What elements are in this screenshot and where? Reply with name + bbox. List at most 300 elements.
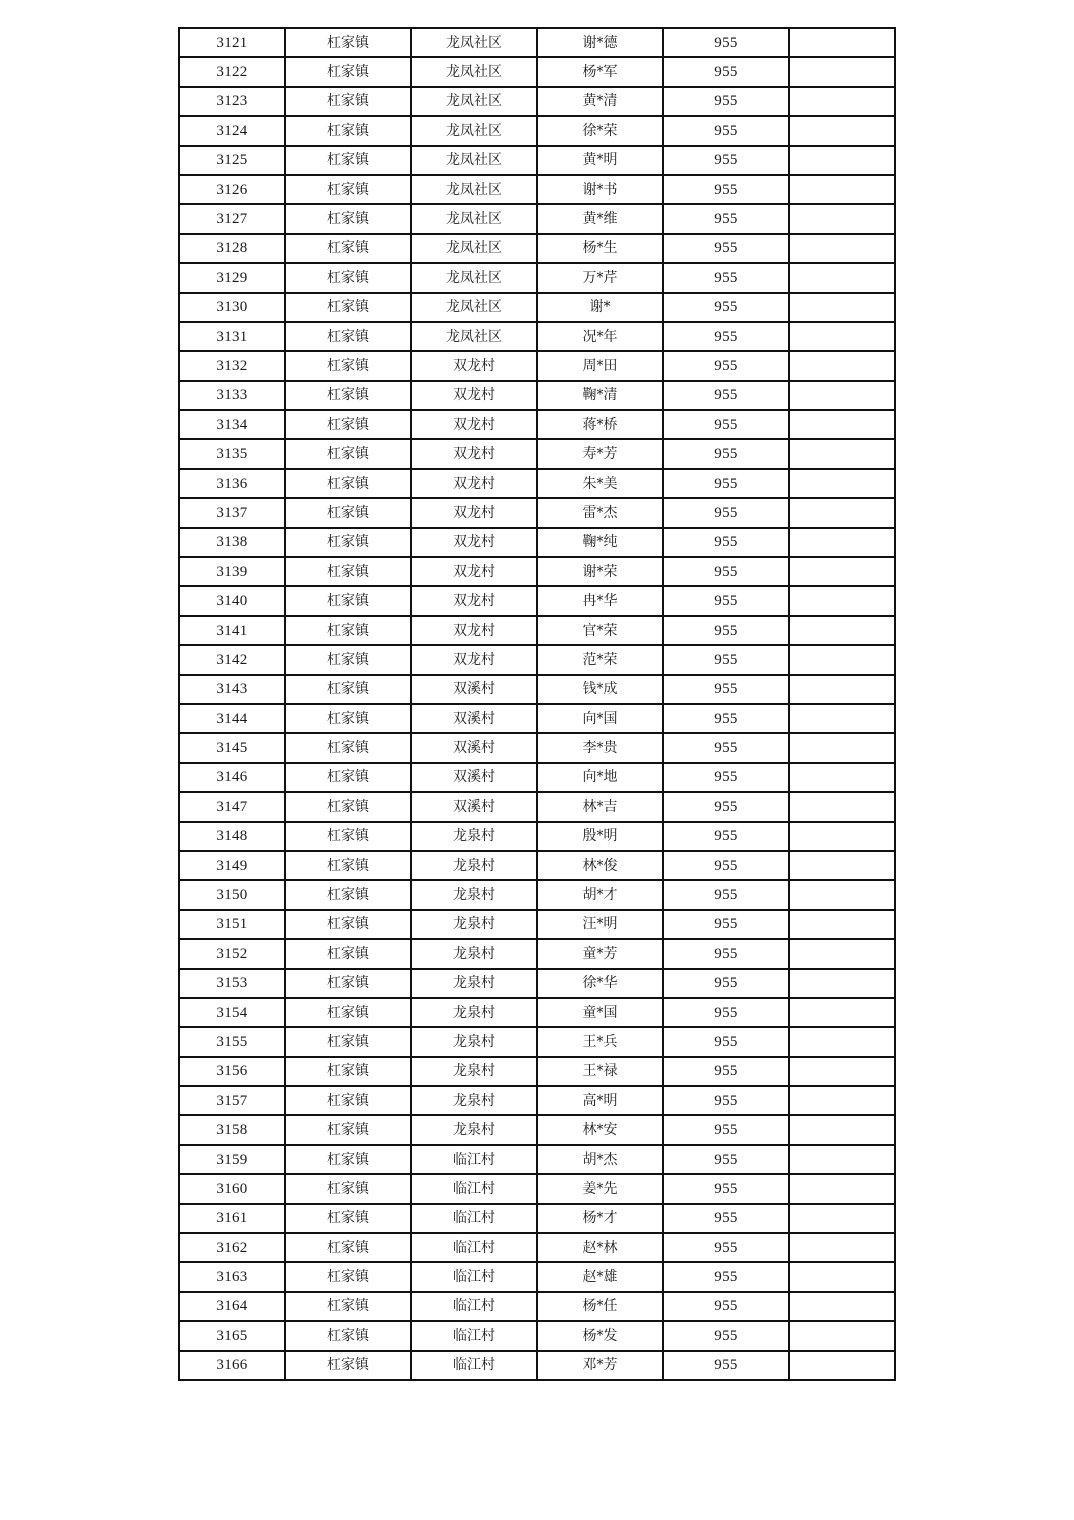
amount-cell: 955	[663, 763, 789, 792]
village-cell: 双溪村	[411, 792, 537, 821]
row-number-cell: 3131	[179, 322, 285, 351]
village-cell: 双龙村	[411, 351, 537, 380]
town-cell: 杠家镇	[285, 351, 411, 380]
table-row	[179, 822, 895, 851]
village-cell: 龙泉村	[411, 969, 537, 998]
village-cell: 龙凤社区	[411, 116, 537, 145]
row-number-cell: 3164	[179, 1292, 285, 1321]
table-row	[179, 851, 895, 880]
table-row	[179, 1057, 895, 1086]
village-cell: 双龙村	[411, 645, 537, 674]
name-cell: 周*田	[537, 351, 663, 380]
table-row	[179, 910, 895, 939]
name-cell: 徐*华	[537, 969, 663, 998]
row-number-cell: 3127	[179, 204, 285, 233]
town-cell: 杠家镇	[285, 969, 411, 998]
note-cell	[789, 1292, 895, 1321]
row-number-cell: 3138	[179, 528, 285, 557]
note-cell	[789, 616, 895, 645]
table-row	[179, 410, 895, 439]
amount-cell: 955	[663, 469, 789, 498]
amount-cell: 955	[663, 1262, 789, 1291]
note-cell	[789, 1115, 895, 1144]
name-cell: 况*年	[537, 322, 663, 351]
note-cell	[789, 1262, 895, 1291]
table-row	[179, 645, 895, 674]
note-cell	[789, 469, 895, 498]
town-cell: 杠家镇	[285, 763, 411, 792]
row-number-cell: 3149	[179, 851, 285, 880]
table-row	[179, 998, 895, 1027]
name-cell: 邓*芳	[537, 1351, 663, 1380]
note-cell	[789, 704, 895, 733]
village-cell: 龙凤社区	[411, 175, 537, 204]
town-cell: 杠家镇	[285, 87, 411, 116]
town-cell: 杠家镇	[285, 1174, 411, 1203]
town-cell: 杠家镇	[285, 1086, 411, 1115]
note-cell	[789, 645, 895, 674]
amount-cell: 955	[663, 351, 789, 380]
town-cell: 杠家镇	[285, 616, 411, 645]
name-cell: 寿*芳	[537, 439, 663, 468]
town-cell: 杠家镇	[285, 1292, 411, 1321]
table-row	[179, 1292, 895, 1321]
row-number-cell: 3145	[179, 733, 285, 762]
amount-cell: 955	[663, 675, 789, 704]
amount-cell: 955	[663, 1145, 789, 1174]
amount-cell: 955	[663, 146, 789, 175]
amount-cell: 955	[663, 322, 789, 351]
note-cell	[789, 1204, 895, 1233]
table-row	[179, 1145, 895, 1174]
name-cell: 赵*雄	[537, 1262, 663, 1291]
row-number-cell: 3160	[179, 1174, 285, 1203]
table-row	[179, 733, 895, 762]
town-cell: 杠家镇	[285, 498, 411, 527]
amount-cell: 955	[663, 87, 789, 116]
town-cell: 杠家镇	[285, 528, 411, 557]
note-cell	[789, 1233, 895, 1262]
note-cell	[789, 939, 895, 968]
row-number-cell: 3154	[179, 998, 285, 1027]
note-cell	[789, 763, 895, 792]
name-cell: 黄*维	[537, 204, 663, 233]
name-cell: 王*兵	[537, 1027, 663, 1056]
row-number-cell: 3155	[179, 1027, 285, 1056]
name-cell: 冉*华	[537, 586, 663, 615]
amount-cell: 955	[663, 1292, 789, 1321]
village-cell: 龙凤社区	[411, 28, 537, 57]
name-cell: 谢*德	[537, 28, 663, 57]
table-row	[179, 939, 895, 968]
town-cell: 杠家镇	[285, 675, 411, 704]
village-cell: 临江村	[411, 1292, 537, 1321]
row-number-cell: 3158	[179, 1115, 285, 1144]
town-cell: 杠家镇	[285, 704, 411, 733]
table-row	[179, 293, 895, 322]
amount-cell: 955	[663, 175, 789, 204]
table-row	[179, 381, 895, 410]
roster-table	[178, 27, 896, 1381]
village-cell: 龙泉村	[411, 1027, 537, 1056]
town-cell: 杠家镇	[285, 1204, 411, 1233]
name-cell: 谢*	[537, 293, 663, 322]
name-cell: 童*国	[537, 998, 663, 1027]
village-cell: 双溪村	[411, 733, 537, 762]
village-cell: 双龙村	[411, 616, 537, 645]
village-cell: 双龙村	[411, 528, 537, 557]
row-number-cell: 3148	[179, 822, 285, 851]
town-cell: 杠家镇	[285, 1057, 411, 1086]
row-number-cell: 3151	[179, 910, 285, 939]
village-cell: 双溪村	[411, 763, 537, 792]
table-row	[179, 528, 895, 557]
amount-cell: 955	[663, 498, 789, 527]
row-number-cell: 3152	[179, 939, 285, 968]
table-row	[179, 586, 895, 615]
note-cell	[789, 1321, 895, 1350]
name-cell: 鞠*纯	[537, 528, 663, 557]
amount-cell: 955	[663, 116, 789, 145]
name-cell: 殷*明	[537, 822, 663, 851]
amount-cell: 955	[663, 57, 789, 86]
town-cell: 杠家镇	[285, 234, 411, 263]
town-cell: 杠家镇	[285, 410, 411, 439]
row-number-cell: 3137	[179, 498, 285, 527]
name-cell: 汪*明	[537, 910, 663, 939]
town-cell: 杠家镇	[285, 939, 411, 968]
village-cell: 龙泉村	[411, 1057, 537, 1086]
name-cell: 蒋*桥	[537, 410, 663, 439]
village-cell: 双龙村	[411, 557, 537, 586]
village-cell: 龙凤社区	[411, 293, 537, 322]
note-cell	[789, 910, 895, 939]
town-cell: 杠家镇	[285, 557, 411, 586]
table-row	[179, 704, 895, 733]
row-number-cell: 3128	[179, 234, 285, 263]
note-cell	[789, 792, 895, 821]
village-cell: 龙泉村	[411, 880, 537, 909]
note-cell	[789, 381, 895, 410]
note-cell	[789, 293, 895, 322]
amount-cell: 955	[663, 1027, 789, 1056]
village-cell: 龙凤社区	[411, 57, 537, 86]
note-cell	[789, 146, 895, 175]
table-row	[179, 1086, 895, 1115]
table-row	[179, 263, 895, 292]
table-row	[179, 57, 895, 86]
note-cell	[789, 586, 895, 615]
row-number-cell: 3166	[179, 1351, 285, 1380]
name-cell: 万*芹	[537, 263, 663, 292]
town-cell: 杠家镇	[285, 851, 411, 880]
row-number-cell: 3163	[179, 1262, 285, 1291]
town-cell: 杠家镇	[285, 910, 411, 939]
note-cell	[789, 116, 895, 145]
table-row	[179, 616, 895, 645]
table-row	[179, 675, 895, 704]
name-cell: 高*明	[537, 1086, 663, 1115]
town-cell: 杠家镇	[285, 586, 411, 615]
village-cell: 临江村	[411, 1145, 537, 1174]
row-number-cell: 3126	[179, 175, 285, 204]
village-cell: 双龙村	[411, 439, 537, 468]
table-row	[179, 234, 895, 263]
amount-cell: 955	[663, 792, 789, 821]
town-cell: 杠家镇	[285, 880, 411, 909]
table-row	[179, 792, 895, 821]
village-cell: 龙凤社区	[411, 263, 537, 292]
town-cell: 杠家镇	[285, 57, 411, 86]
table-row	[179, 351, 895, 380]
row-number-cell: 3147	[179, 792, 285, 821]
row-number-cell: 3141	[179, 616, 285, 645]
village-cell: 龙凤社区	[411, 204, 537, 233]
amount-cell: 955	[663, 1086, 789, 1115]
town-cell: 杠家镇	[285, 1145, 411, 1174]
village-cell: 双龙村	[411, 469, 537, 498]
row-number-cell: 3156	[179, 1057, 285, 1086]
name-cell: 杨*军	[537, 57, 663, 86]
note-cell	[789, 28, 895, 57]
amount-cell: 955	[663, 234, 789, 263]
note-cell	[789, 1351, 895, 1380]
table-row	[179, 1174, 895, 1203]
amount-cell: 955	[663, 381, 789, 410]
row-number-cell: 3139	[179, 557, 285, 586]
amount-cell: 955	[663, 263, 789, 292]
amount-cell: 955	[663, 1174, 789, 1203]
name-cell: 杨*生	[537, 234, 663, 263]
village-cell: 双溪村	[411, 704, 537, 733]
note-cell	[789, 1086, 895, 1115]
amount-cell: 955	[663, 1233, 789, 1262]
note-cell	[789, 439, 895, 468]
table-row	[179, 28, 895, 57]
town-cell: 杠家镇	[285, 1027, 411, 1056]
amount-cell: 955	[663, 969, 789, 998]
village-cell: 双龙村	[411, 410, 537, 439]
town-cell: 杠家镇	[285, 733, 411, 762]
table-row	[179, 1115, 895, 1144]
amount-cell: 955	[663, 910, 789, 939]
amount-cell: 955	[663, 1115, 789, 1144]
table-row	[179, 498, 895, 527]
amount-cell: 955	[663, 822, 789, 851]
amount-cell: 955	[663, 851, 789, 880]
table-row	[179, 204, 895, 233]
town-cell: 杠家镇	[285, 1115, 411, 1144]
note-cell	[789, 175, 895, 204]
village-cell: 临江村	[411, 1174, 537, 1203]
roster-table-body	[179, 28, 895, 1380]
town-cell: 杠家镇	[285, 322, 411, 351]
table-row	[179, 880, 895, 909]
village-cell: 龙泉村	[411, 851, 537, 880]
note-cell	[789, 969, 895, 998]
town-cell: 杠家镇	[285, 822, 411, 851]
village-cell: 双溪村	[411, 675, 537, 704]
note-cell	[789, 322, 895, 351]
town-cell: 杠家镇	[285, 1351, 411, 1380]
village-cell: 临江村	[411, 1321, 537, 1350]
row-number-cell: 3124	[179, 116, 285, 145]
row-number-cell: 3159	[179, 1145, 285, 1174]
name-cell: 谢*书	[537, 175, 663, 204]
table-row	[179, 87, 895, 116]
row-number-cell: 3129	[179, 263, 285, 292]
name-cell: 黄*清	[537, 87, 663, 116]
village-cell: 龙凤社区	[411, 87, 537, 116]
town-cell: 杠家镇	[285, 792, 411, 821]
note-cell	[789, 851, 895, 880]
amount-cell: 955	[663, 293, 789, 322]
town-cell: 杠家镇	[285, 175, 411, 204]
row-number-cell: 3140	[179, 586, 285, 615]
note-cell	[789, 1027, 895, 1056]
table-row	[179, 763, 895, 792]
name-cell: 黄*明	[537, 146, 663, 175]
village-cell: 临江村	[411, 1233, 537, 1262]
town-cell: 杠家镇	[285, 116, 411, 145]
note-cell	[789, 57, 895, 86]
name-cell: 林*吉	[537, 792, 663, 821]
table-row	[179, 322, 895, 351]
name-cell: 杨*发	[537, 1321, 663, 1350]
row-number-cell: 3132	[179, 351, 285, 380]
name-cell: 胡*杰	[537, 1145, 663, 1174]
village-cell: 临江村	[411, 1262, 537, 1291]
village-cell: 龙凤社区	[411, 146, 537, 175]
row-number-cell: 3162	[179, 1233, 285, 1262]
note-cell	[789, 410, 895, 439]
village-cell: 双龙村	[411, 381, 537, 410]
name-cell: 钱*成	[537, 675, 663, 704]
note-cell	[789, 1174, 895, 1203]
row-number-cell: 3121	[179, 28, 285, 57]
village-cell: 龙泉村	[411, 1115, 537, 1144]
name-cell: 赵*林	[537, 1233, 663, 1262]
name-cell: 杨*才	[537, 1204, 663, 1233]
table-row	[179, 146, 895, 175]
name-cell: 官*荣	[537, 616, 663, 645]
town-cell: 杠家镇	[285, 204, 411, 233]
row-number-cell: 3136	[179, 469, 285, 498]
table-row	[179, 469, 895, 498]
table-row	[179, 1321, 895, 1350]
row-number-cell: 3157	[179, 1086, 285, 1115]
note-cell	[789, 998, 895, 1027]
town-cell: 杠家镇	[285, 439, 411, 468]
note-cell	[789, 351, 895, 380]
amount-cell: 955	[663, 28, 789, 57]
table-row	[179, 439, 895, 468]
amount-cell: 955	[663, 439, 789, 468]
amount-cell: 955	[663, 1057, 789, 1086]
note-cell	[789, 234, 895, 263]
town-cell: 杠家镇	[285, 293, 411, 322]
note-cell	[789, 1145, 895, 1174]
name-cell: 姜*先	[537, 1174, 663, 1203]
table-row	[179, 1204, 895, 1233]
row-number-cell: 3134	[179, 410, 285, 439]
village-cell: 龙泉村	[411, 939, 537, 968]
name-cell: 朱*美	[537, 469, 663, 498]
amount-cell: 955	[663, 880, 789, 909]
amount-cell: 955	[663, 557, 789, 586]
table-row	[179, 1027, 895, 1056]
name-cell: 范*荣	[537, 645, 663, 674]
row-number-cell: 3153	[179, 969, 285, 998]
amount-cell: 955	[663, 616, 789, 645]
village-cell: 双龙村	[411, 498, 537, 527]
name-cell: 李*贵	[537, 733, 663, 762]
name-cell: 徐*荣	[537, 116, 663, 145]
name-cell: 谢*荣	[537, 557, 663, 586]
village-cell: 临江村	[411, 1351, 537, 1380]
table-row	[179, 1233, 895, 1262]
note-cell	[789, 822, 895, 851]
name-cell: 林*安	[537, 1115, 663, 1144]
amount-cell: 955	[663, 939, 789, 968]
name-cell: 鞠*清	[537, 381, 663, 410]
name-cell: 胡*才	[537, 880, 663, 909]
name-cell: 雷*杰	[537, 498, 663, 527]
amount-cell: 955	[663, 204, 789, 233]
row-number-cell: 3150	[179, 880, 285, 909]
town-cell: 杠家镇	[285, 263, 411, 292]
row-number-cell: 3146	[179, 763, 285, 792]
town-cell: 杠家镇	[285, 469, 411, 498]
note-cell	[789, 528, 895, 557]
town-cell: 杠家镇	[285, 146, 411, 175]
row-number-cell: 3130	[179, 293, 285, 322]
row-number-cell: 3122	[179, 57, 285, 86]
amount-cell: 955	[663, 1351, 789, 1380]
village-cell: 龙泉村	[411, 998, 537, 1027]
amount-cell: 955	[663, 704, 789, 733]
table-row	[179, 969, 895, 998]
town-cell: 杠家镇	[285, 1321, 411, 1350]
row-number-cell: 3142	[179, 645, 285, 674]
amount-cell: 955	[663, 586, 789, 615]
village-cell: 双龙村	[411, 586, 537, 615]
amount-cell: 955	[663, 528, 789, 557]
note-cell	[789, 880, 895, 909]
row-number-cell: 3161	[179, 1204, 285, 1233]
name-cell: 向*地	[537, 763, 663, 792]
note-cell	[789, 204, 895, 233]
village-cell: 龙凤社区	[411, 322, 537, 351]
note-cell	[789, 733, 895, 762]
table-row	[179, 1351, 895, 1380]
name-cell: 向*国	[537, 704, 663, 733]
row-number-cell: 3125	[179, 146, 285, 175]
note-cell	[789, 1057, 895, 1086]
amount-cell: 955	[663, 733, 789, 762]
note-cell	[789, 675, 895, 704]
town-cell: 杠家镇	[285, 381, 411, 410]
table-row	[179, 175, 895, 204]
name-cell: 林*俊	[537, 851, 663, 880]
note-cell	[789, 87, 895, 116]
village-cell: 龙泉村	[411, 1086, 537, 1115]
row-number-cell: 3165	[179, 1321, 285, 1350]
village-cell: 临江村	[411, 1204, 537, 1233]
amount-cell: 955	[663, 645, 789, 674]
village-cell: 龙凤社区	[411, 234, 537, 263]
note-cell	[789, 498, 895, 527]
